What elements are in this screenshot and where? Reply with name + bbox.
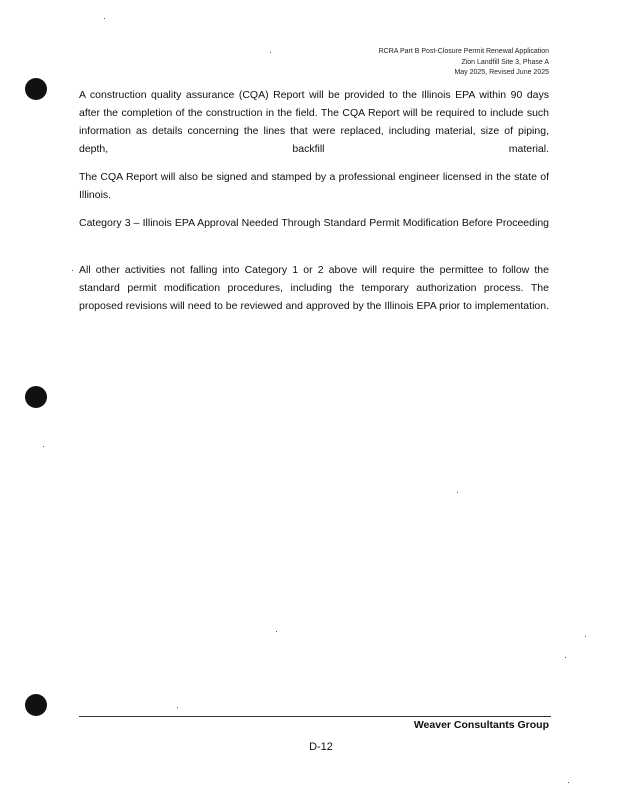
binder-hole-top xyxy=(25,78,47,100)
paragraph-other-activities: All other activities not falling into Category 1 or 2 above will require the permittee to follow the standard permit modification procedures, including the temporary authorization process. The proposed revisions will need to be reviewed and approved by the Illinois EPA prior to implementation. xyxy=(79,264,549,312)
header-date: May 2025, Revised June 2025 xyxy=(454,69,549,76)
scan-speck xyxy=(72,270,73,271)
document-header xyxy=(379,47,549,79)
scan-speck xyxy=(568,782,569,783)
heading-category-3: Category 3 – Illinois EPA Approval Needed Through Standard Permit Modification Before Proceeding xyxy=(79,217,549,229)
header-site: Zion Landfill Site 3, Phase A xyxy=(461,58,549,66)
scan-speck xyxy=(565,657,566,658)
paragraph-cqa-signed: The CQA Report will also be signed and stamped by a professional engineer licensed in the state of Illinois. xyxy=(79,171,549,201)
scan-speck xyxy=(177,707,178,708)
scan-speck xyxy=(270,52,271,53)
scan-speck xyxy=(276,631,277,632)
binder-hole-bottom xyxy=(25,694,47,716)
paragraph-cqa-report: A construction quality assurance (CQA) Report will be provided to the Illinois EPA within 90 days after the completion of the construction in the field. The CQA Report will be required to include such information as details concerning the lines that were replaced, including material, size of piping, depth, backfill material. xyxy=(79,89,549,155)
scan-speck xyxy=(585,636,586,637)
page-number: D-12 xyxy=(309,741,333,753)
header-title: RCRA Part B Post-Closure Permit Renewal Application xyxy=(378,48,549,55)
binder-hole-middle xyxy=(25,386,47,408)
scan-speck xyxy=(104,18,105,19)
footer-company: Weaver Consultants Group xyxy=(413,719,549,731)
scan-speck xyxy=(43,446,44,447)
scan-speck xyxy=(457,492,458,493)
footer-rule xyxy=(79,716,551,717)
